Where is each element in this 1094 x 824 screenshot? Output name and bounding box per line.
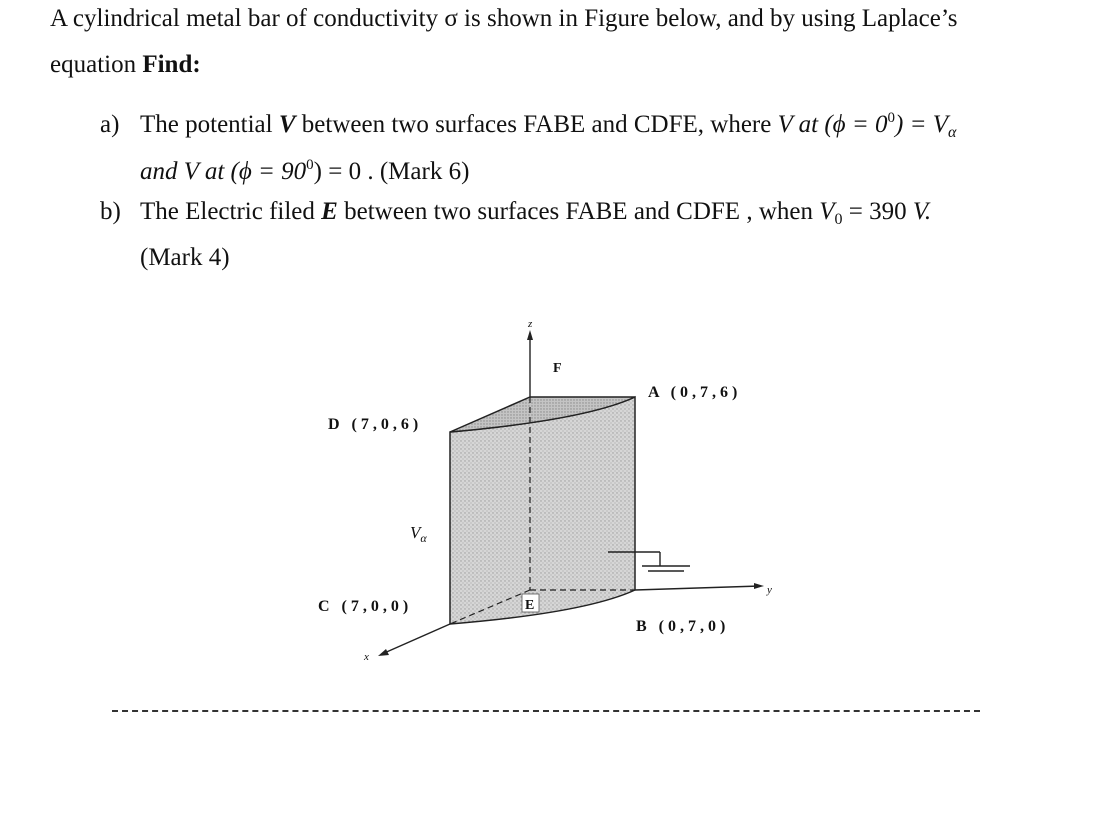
label-b: B (0,7,0) bbox=[636, 618, 730, 635]
part-a-v-symbol: V bbox=[278, 111, 296, 138]
part-b-text-2: between two surfaces FABE and CDFE , when bbox=[337, 198, 820, 225]
x-axis-arrow bbox=[378, 649, 389, 656]
label-y: y bbox=[767, 584, 772, 596]
part-a-cond-1-sup: 0 bbox=[887, 110, 895, 126]
part-b-v0-unit: V. bbox=[912, 198, 932, 225]
part-b-v0-sub: 0 bbox=[834, 211, 843, 228]
part-a-cond-2: and V at (ϕ = 90 bbox=[140, 158, 307, 185]
part-a-cond-1-sub: α bbox=[947, 124, 957, 141]
intro-text-1: A cylindrical metal bar of conductivity σ is shown in Figure below, and by using Laplace’s bbox=[50, 5, 958, 32]
intro-text-2: equation bbox=[50, 51, 143, 78]
part-a-text-1: The potential bbox=[140, 111, 279, 138]
part-b-e-symbol: E bbox=[321, 198, 338, 225]
label-x: x bbox=[364, 651, 369, 663]
part-b-v0: V bbox=[819, 198, 835, 225]
part-a-text-2: between two surfaces FABE and CDFE, where bbox=[295, 111, 778, 138]
part-b-marks: (Mark 4) bbox=[140, 244, 230, 271]
dashed-separator bbox=[112, 710, 980, 712]
label-v: $V_\alpha$ bbox=[410, 523, 427, 545]
label-z: z bbox=[528, 318, 533, 330]
find-label: Find: bbox=[142, 51, 201, 78]
part-a-label: a) bbox=[100, 111, 120, 138]
label-c: C (7,0,0) bbox=[318, 598, 413, 615]
y-axis-arrow bbox=[754, 583, 764, 589]
label-a: A (0,7,6) bbox=[648, 384, 742, 401]
label-e: E bbox=[525, 598, 535, 613]
part-a-cond-2-end: ) = 0 . bbox=[313, 158, 374, 185]
y-axis bbox=[635, 586, 760, 590]
label-f: F bbox=[553, 361, 562, 376]
z-axis-arrow bbox=[527, 330, 533, 340]
part-a-cond-2-sup: 0 bbox=[306, 157, 314, 173]
part-b-text-1: The Electric filed bbox=[140, 198, 322, 225]
part-a-cond-1: V at (ϕ = 0 bbox=[777, 111, 888, 138]
x-axis bbox=[382, 624, 450, 654]
label-d: D (7,0,6) bbox=[328, 416, 423, 433]
part-a-marks: (Mark 6) bbox=[373, 158, 470, 185]
part-b-v0-value: = 390 bbox=[842, 198, 913, 225]
part-a-cond-1-end: ) = V bbox=[895, 111, 948, 138]
part-b-label: b) bbox=[100, 198, 121, 225]
